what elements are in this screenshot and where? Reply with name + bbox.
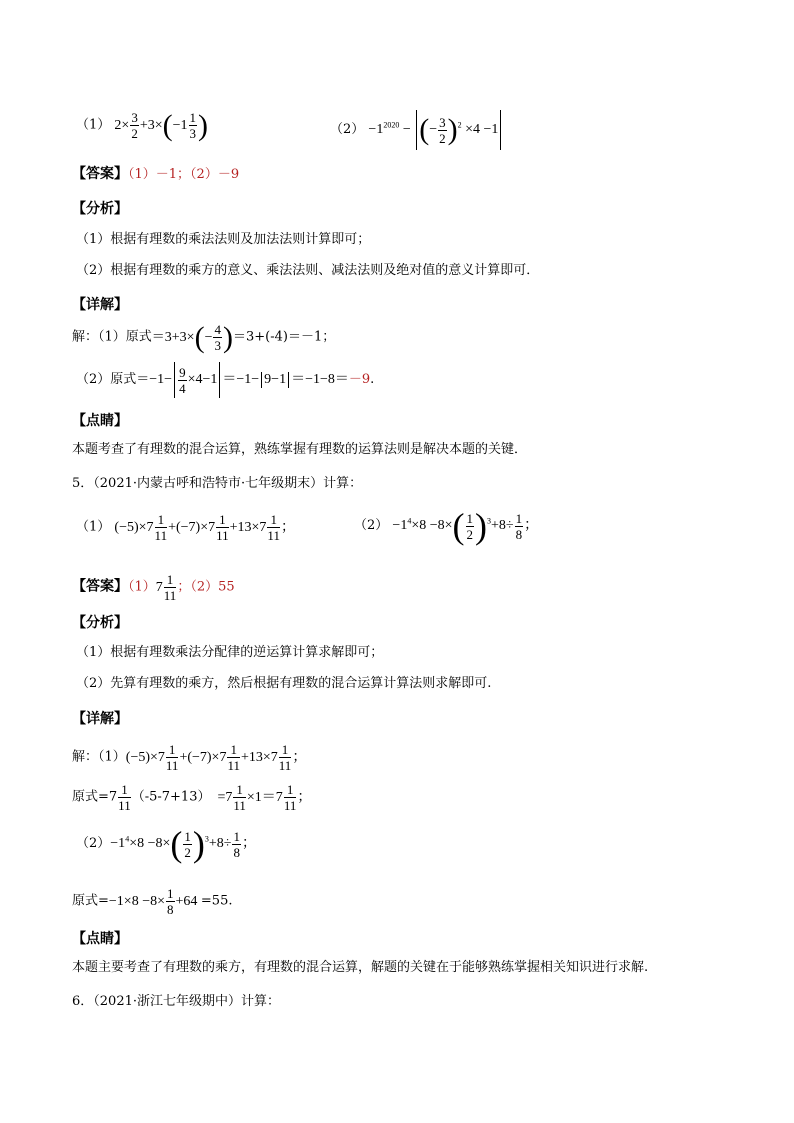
p4-q2-expression: $-1^{2020}$ − (− $\frac{3}{2}$ )$^2$ ×4 −1 <box>368 122 503 137</box>
p4-detail-1: 解：（1）原式＝3+3×(− $\frac{4}{3}$ )＝3+(-4)＝－1； <box>72 320 336 354</box>
p4-q1: （1） 2× $\frac{3}{2}$ +3×(−1 $\frac{1}{3}$ ) <box>76 108 209 142</box>
p6-title: 6．（2021·浙江七年级期中）计算： <box>72 994 280 1009</box>
p5-answer-tag: 【答案】 <box>72 578 128 595</box>
p4-comment-tag: 【点睛】 <box>72 413 128 429</box>
p5-analysis-tag: 【分析】 <box>72 615 128 631</box>
p5-detail-2b: 原式=−1×8 −8× $\frac{1}{8}$ +64 =55. <box>72 886 233 917</box>
p4-comment: 本题考查了有理数的混合运算，熟练掌握有理数的运算法则是解决本题的关键． <box>72 442 528 457</box>
p4-answer-text: （1）－1；（2）－9 <box>128 167 240 182</box>
p4-answer-tag: 【答案】 <box>72 166 128 182</box>
p5-answer-2: 55 <box>218 579 235 595</box>
p4-q1-expression: 2× $\frac{3}{2}$ +3×(−1 $\frac{1}{3}$ ) <box>114 108 209 142</box>
p4-analysis-tag: 【分析】 <box>72 201 128 217</box>
p4-detail-2: （2）原式＝−1− $\frac{9}{4}$ ×4−1 ＝−1− 9−1 ＝−1−8＝－9. <box>76 362 374 398</box>
p5-q2: $(2) -1^4\times 8 -8\times$( $\frac{1}{2}$ )$^3$+8÷ $\frac{1}{8}$ ； <box>354 506 539 546</box>
p5-detail-1b: 原式=7 $\frac{1}{11}$ （-5-7+13） =7 $\frac{1}{11}$ ×1＝7 $\frac{1}{11}$ ； <box>72 782 312 813</box>
p5-q1: （1） (−5)×7 $\frac{1}{11}$ +(−7)×7 $\frac{1}{11}$ +13×7 $\frac{1}{11}$ ； <box>76 512 295 543</box>
p5-comment: 本题主要考查了有理数的乘方，有理数的混合运算，解题的关键在于能够熟练掌握相关知识进行求解. <box>72 960 649 975</box>
p5-detail-1: 解：（1）(−5)×7 $\frac{1}{11}$ +(−7)×7 $\frac{1}{11}$ +13×7 $\frac{1}{11}$ ； <box>72 742 307 773</box>
p5-detail-tag: 【详解】 <box>72 711 128 727</box>
p4-analysis-line-2: （2）根据有理数的乘方的意义、乘法法则、减法法则及绝对值的意义计算即可． <box>76 263 540 278</box>
p5-answer: 【答案】（1）7 $\frac{1}{11}$ ；（2）55 <box>72 572 235 603</box>
p5-analysis-line-1: （1）根据有理数乘法分配律的逆运算计算求解即可； <box>76 645 384 660</box>
p4-q2: $(2) -1^{2020}$ − (− $\frac{3}{2}$ )$^2$ ×4 −1 <box>330 110 503 150</box>
p4-analysis-line-1: （1）根据有理数的乘法法则及加法法则计算即可； <box>76 232 371 247</box>
p5-detail-2: $(2)-1^4\times 8 -8\times$( $\frac{1}{2}$ )$^3$+8÷ $\frac{1}{8}$ ； <box>76 824 256 864</box>
p5-comment-tag: 【点睛】 <box>72 931 128 947</box>
p5-title: 5．（2021·内蒙古呼和浩特市·七年级期末）计算： <box>72 476 363 491</box>
p4-detail-tag: 【详解】 <box>72 297 128 313</box>
p4-answer <box>72 166 239 183</box>
p5-analysis-line-2: （2）先算有理数的乘方，然后根据有理数的混合运算计算法则求解即可. <box>76 676 492 691</box>
